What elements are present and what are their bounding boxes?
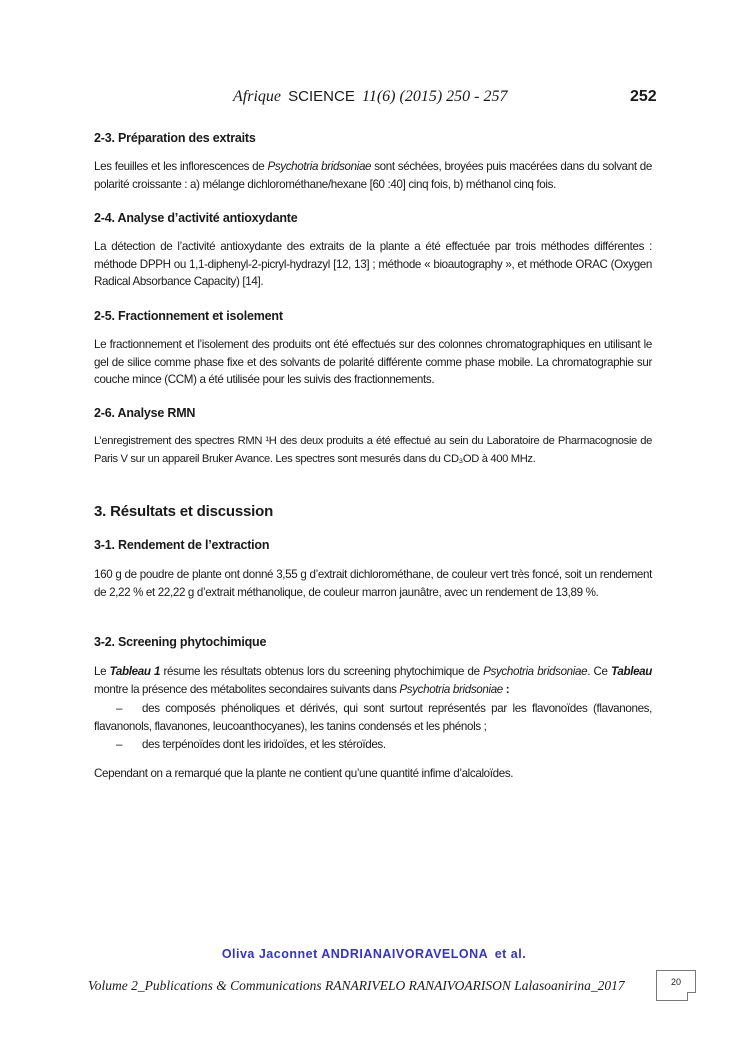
text-run: résume les résultats obtenus lors du screening phytochimique de [160,665,484,678]
section-heading-2-4: 2-4. Analyse d’activité antioxydante [94,211,298,225]
bullet-item [94,700,652,735]
page-fold-icon [687,992,696,1001]
paragraph-2-6: L’enregistrement des spectres RMN ¹H des deux produits a été effectué au sein du Laboratoire de Pharmacognosie de Paris V sur un appareil Bruker Avance. Les spectres sont mesurés dans du CD₃OD à 400 MHz. [94,435,652,465]
bullet-dash: – [116,702,123,715]
sheet-number: 20 [670,977,681,987]
paragraph-3-1: 160 g de poudre de plante ont donné 3,55 g d’extrait dichlorométhane, de couleur vert très foncé, soit un rendement de 2,22 % et 22,22 g d’extrait méthanolique, de couleur marron jaunâtre, avec un rendement de 13,89 %. [94,568,652,599]
bullet-dash: – [116,738,123,751]
author-name: Oliva Jaconnet ANDRIANAIVORAVELONA [221,947,488,961]
paragraph-3-2 [94,663,652,698]
text-run: Les feuilles et les inflorescences de [94,160,268,173]
paragraph-2-3 [94,158,652,193]
footer-volume: Volume 2_Publications & Communications RANARIVELO RANAIVOARISON Lalasoanirina_2017 [88,978,625,993]
page-number: 252 [630,88,657,105]
paragraph-3-2-conclusion: Cependant on a remarqué que la plante ne contient qu’une quantité infime d’alcaloïdes. [94,767,514,780]
journal-citation [233,88,507,106]
text-run: Le [94,665,110,678]
bullet-text: des composés phénoliques et dérivés, qui sont surtout représentés par les flavonoïdes (flavanones, flavanonols, flavanones, leucoanthocyanes), les tanins condensés et les phénols ; [94,702,652,733]
species-name: Psychotria bridsoniae [399,682,503,696]
bullet-item [94,736,652,754]
journal-science: SCIENCE [288,88,355,105]
running-header [0,88,745,110]
section-heading-3: 3. Résultats et discussion [94,503,274,520]
paragraph-2-5: Le fractionnement et l’isolement des produits ont été effectués sur des colonnes chromatographiques en utilisant le gel de silice comme phase fixe et des solvants de polarité différente comme phase mobile. La chromatographie sur couche mince (CCM) a été utilisée pour les suivis des fractionnements. [94,338,652,386]
text-run: . Ce [587,665,612,678]
text-run: montre la présence des métabolites secondaires suivants dans [94,682,400,696]
sheet-number-box [656,970,696,1001]
paragraph-2-4: La détection de l’activité antioxydante des extraits de la plante a été effectuée par trois méthodes différentes : méthode DPPH ou 1,1-diphenyl-2-picryl-hydrazyl [12, 13] ; méthode « bioautography », et méthode ORAC (Oxygen Radical Absorbance Capacity) [14]. [94,240,652,288]
et-al: et al. [494,947,527,961]
journal-reference: 11(6) (2015) 250 - 257 [362,88,508,105]
bullet-text: des terpénoïdes dont les iridoïdes, et les stéroïdes. [142,738,386,751]
table-reference: Tableau 1 [109,665,161,678]
species-name: Psychotria bridsoniae [267,160,372,173]
section-heading-3-2: 3-2. Screening phytochimique [94,635,267,649]
text-run: : [502,682,510,696]
section-heading-2-3: 2-3. Préparation des extraits [94,131,256,145]
journal-name: Afrique [233,88,281,105]
section-heading-3-1: 3-1. Rendement de l’extraction [94,538,270,552]
species-name: Psychotria bridsoniae [483,665,588,678]
section-heading-2-5: 2-5. Fractionnement et isolement [94,309,283,323]
table-reference: Tableau [611,665,652,678]
text-run: sont séchées, broyées puis macérées dans du solvant de polarité croissante : a) mélange dichlorométhane/hexane [60 :40] cinq fois, b) méthanol cinq fois. [94,160,652,191]
section-heading-2-6: 2-6. Analyse RMN [94,406,196,420]
footer-author [0,947,745,961]
